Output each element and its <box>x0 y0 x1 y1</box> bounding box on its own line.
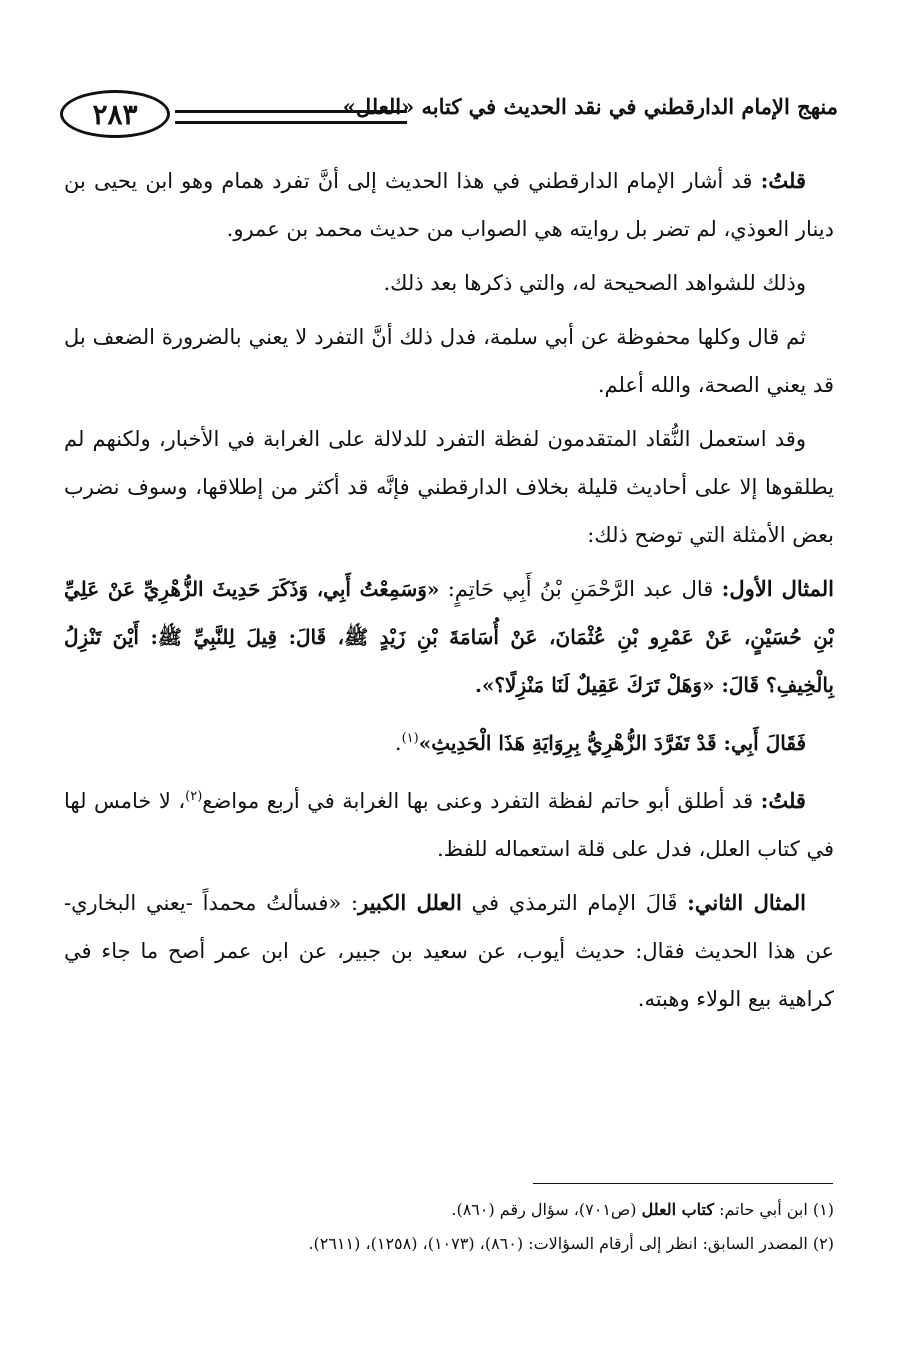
paragraph-8 <box>64 879 834 1023</box>
paragraph-lead: قلتُ: <box>760 788 806 813</box>
paragraph-text: : «فسألتُ محمداً -يعني البخاري- عن هذا الحديث فقال: حديث أيوب، عن سعيد بن جبير، عن ابن عمر أصح ما جاء في كراهية بيع الولاء وهبته. <box>64 891 834 1011</box>
page-number-badge <box>60 90 170 138</box>
running-title: منهج الإمام الدارقطني في نقد الحديث في كتابه «العلل» <box>342 94 838 119</box>
paragraph-6 <box>64 715 834 767</box>
footnote-separator <box>533 1183 833 1184</box>
hadith-quote: «وَسَمِعْتُ أَبِي، وَذَكَرَ حَدِيثَ الزُّهْرِيِّ عَنْ عَلِيِّ بْنِ حُسَيْنٍ، عَنْ عَمْرِو بْنِ عُثْمَانَ، عَنْ أُسَامَةَ بْنِ زَيْدٍ ﷺ، قَالَ: قِيلَ لِلنَّبِيِّ ﷺ: أَيْنَ تَنْزِلُ بِالْخِيفِ؟ قَالَ: «وَهَلْ تَرَكَ عَقِيلٌ لَنَا مَنْزِلًا؟». <box>64 577 834 697</box>
footnote-1 <box>64 1193 834 1227</box>
page-header <box>60 80 838 150</box>
paragraph-tail: . <box>394 731 402 755</box>
paragraph-5 <box>64 565 834 709</box>
paragraph-text: قال عبد الرَّحْمَنِ بْنُ أَبِي حَاتِمٍ: <box>439 577 722 601</box>
hadith-quote: فَقَالَ أَبِي: قَدْ تَفَرَّدَ الزُّهْرِيُّ بِرِوَايَةِ هَذَا الْحَدِيثِ» <box>418 731 806 755</box>
paragraph-1 <box>64 157 834 253</box>
footnote-2: (٢) المصدر السابق: انظر إلى أرقام السؤالات: (٨٦٠)، (١٠٧٣)، (١٢٥٨)، (٢٦١١). <box>308 1234 834 1253</box>
paragraph-lead: قلتُ: <box>760 168 806 193</box>
footnote-text: (١) ابن أبي حاتم: <box>714 1200 834 1219</box>
book-title: العلل الكبير <box>358 890 462 915</box>
footnote-reference: (١) <box>401 731 419 746</box>
paragraph-tail: ، لا خامس لها في كتاب العلل، فدل على قلة استعماله للفظ. <box>64 789 834 861</box>
example-1-lead: المثال الأول: <box>721 576 834 601</box>
body-text <box>64 157 834 1029</box>
example-2-lead: المثال الثاني: <box>687 890 807 915</box>
paragraph-text: قد أشار الإمام الدارقطني في هذا الحديث إلى أنَّ تفرد همام وهو ابن يحيى بن دينار العوذي، لم تضر بل روايته هي الصواب من حديث محمد بن عمرو. <box>64 169 834 241</box>
paragraph-4: وقد استعمل النُّقاد المتقدمون لفظة التفرد للدلالة على الغرابة في الأخبار، ولكنهم لم يطلقوها إلا على أحاديث قليلة بخلاف الدارقطني فإنَّه قد أكثر من إطلاقها، وسوف نضرب بعض الأمثلة التي توضح ذلك: <box>64 427 834 547</box>
footnotes <box>64 1193 834 1261</box>
footnote-text: (ص٧٠١)، سؤال رقم (٨٦٠). <box>451 1200 642 1219</box>
paragraph-7 <box>64 773 834 873</box>
paragraph-text: قَالَ الإمام الترمذي في <box>461 891 688 915</box>
paragraph-text: قد أطلق أبو حاتم لفظة التفرد وعنى بها الغرابة في أربع مواضع <box>202 789 761 813</box>
paragraph-3: ثم قال وكلها محفوظة عن أبي سلمة، فدل ذلك أنَّ التفرد لا يعني بالضرورة الضعف بل قد يعني الصحة، والله أعلم. <box>64 325 834 397</box>
footnote-book-title: كتاب العلل <box>641 1200 714 1219</box>
page-number: ٢٨٣ <box>92 97 138 131</box>
paragraph-2: وذلك للشواهد الصحيحة له، والتي ذكرها بعد ذلك. <box>383 271 806 295</box>
footnote-reference: (٢) <box>185 789 203 804</box>
